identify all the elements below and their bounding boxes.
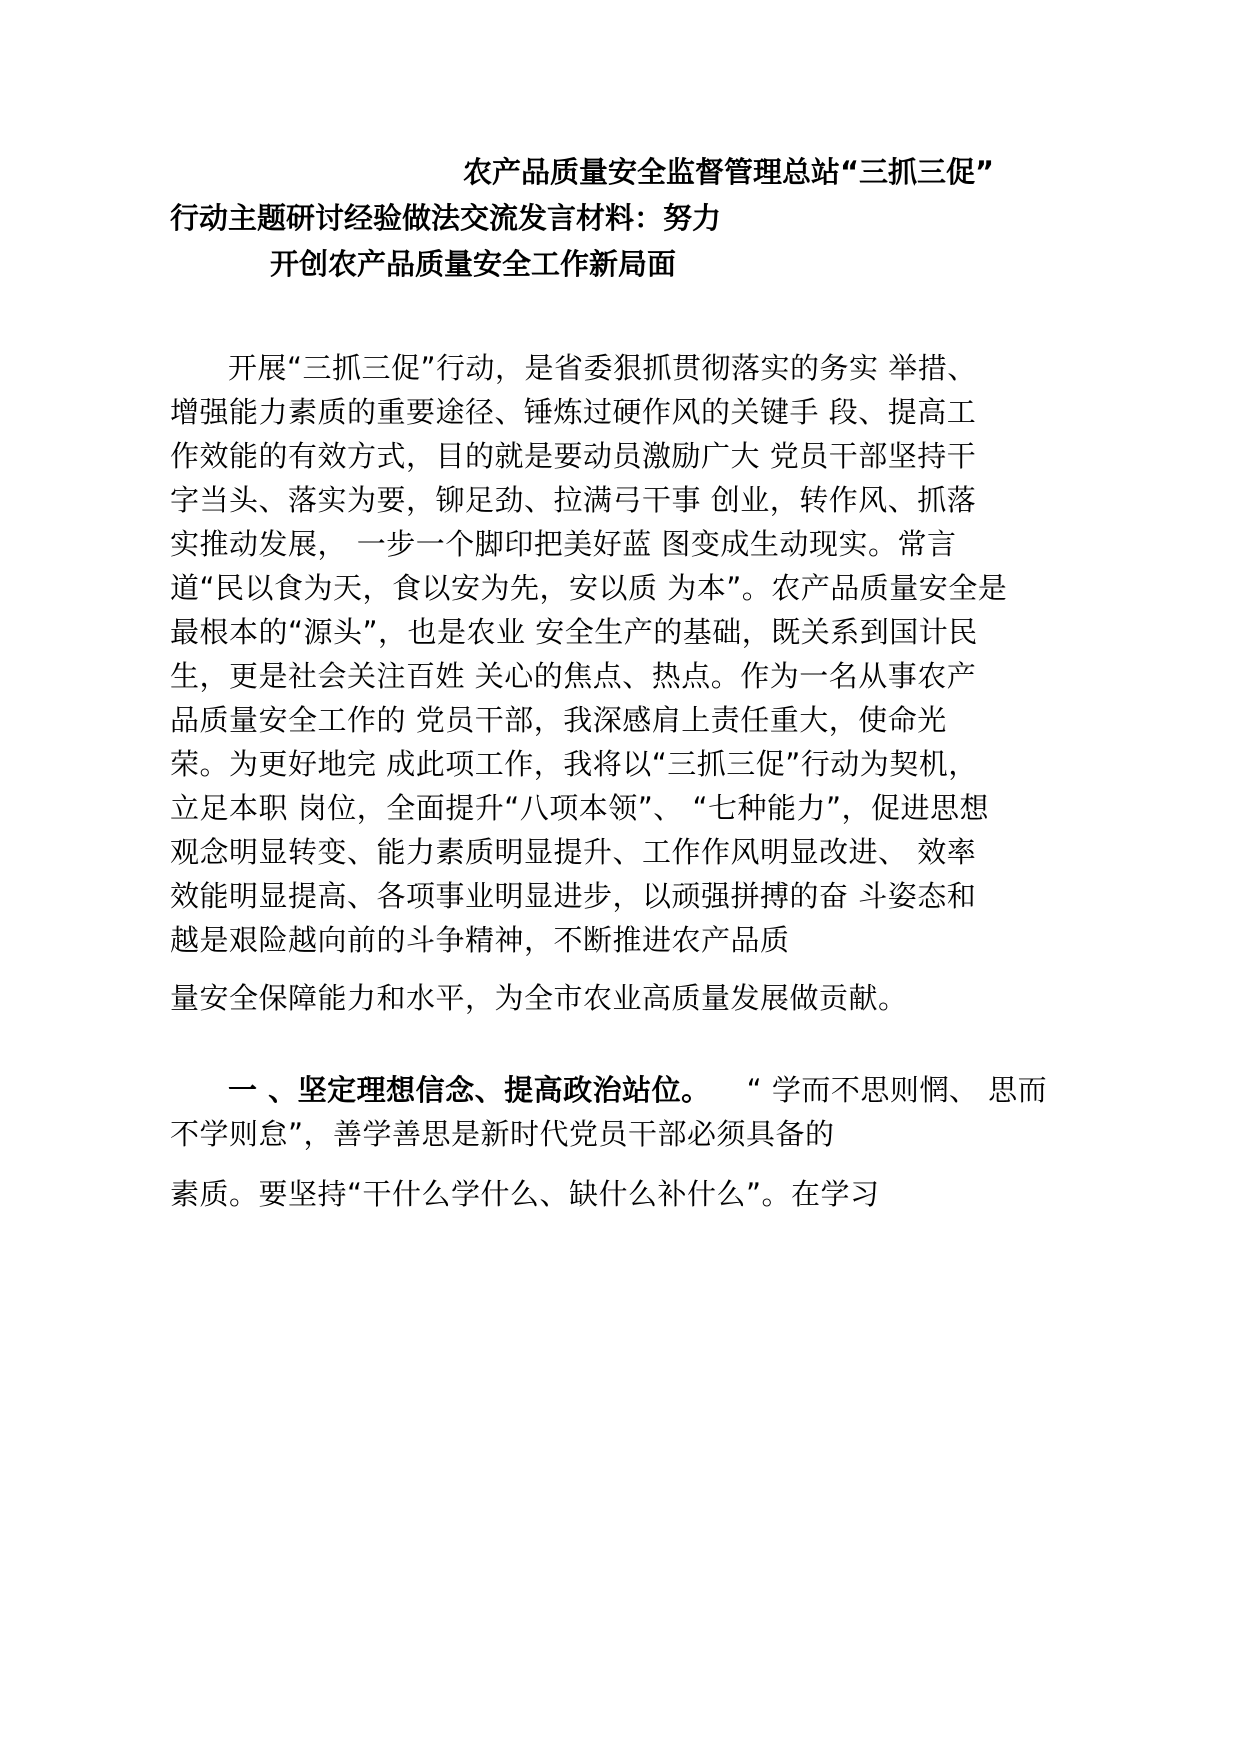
paragraph-line: 素质。要坚持“干什么学什么、缺什么补什么”。在学习: [170, 1177, 880, 1211]
document-title-line-2: 行动主题研讨经验做法交流发言材料：努力: [170, 201, 722, 235]
paragraph-line: 生，更是社会关注百姓 关心的焦点、热点。作为一名从事农产: [170, 659, 977, 693]
section-1-first-line: [228, 1073, 1048, 1107]
paragraph-line: 增强能力素质的重要途径、锤炼过硬作风的关键手 段、提高工: [170, 395, 977, 429]
paragraph-line: 效能明显提高、各项事业明显进步，以顽强拼搏的奋 斗姿态和: [170, 879, 977, 913]
paragraph-line: 作效能的有效方式，目的就是要动员激励广大 党员干部坚持干: [170, 439, 977, 473]
section-1-line1-rest: “ 学而不思则惘、 思而: [746, 1073, 1048, 1107]
paragraph-line: 最根本的“源头”，也是农业 安全生产的基础，既关系到国计民: [170, 615, 978, 649]
document-title-line-1: 农产品质量安全监督管理总站“三抓三促”: [463, 155, 995, 189]
paragraph-line: 荣。为更好地完 成此项工作，我将以“三抓三促”行动为契机，: [170, 747, 978, 781]
paragraph-line: 实推动发展， 一步一个脚印把美好蓝 图变成生动现实。常言: [170, 527, 957, 561]
paragraph-line: 道“民以食为天，食以安为先，安以质 为本”。农产品质量安全是: [170, 571, 1008, 605]
paragraph-line: 开展“三抓三促”行动，是省委狠抓贯彻落实的务实 举措、: [228, 351, 977, 385]
paragraph-line: 量安全保障能力和水平，为全市农业高质量发展做贡献。: [170, 981, 908, 1015]
paragraph-line: 不学则怠”，善学善思是新时代党员干部必须具备的: [170, 1117, 835, 1151]
document-title-line-3: 开创农产品质量安全工作新局面: [270, 247, 677, 281]
paragraph-line: 品质量安全工作的 党员干部，我深感肩上责任重大，使命光: [170, 703, 947, 737]
paragraph-line: 观念明显转变、能力素质明显提升、工作作风明显改进、 效率: [170, 835, 977, 869]
paragraph-line: 越是艰险越向前的斗争精神，不断推进农产品质: [170, 923, 790, 957]
paragraph-line: 字当头、落实为要，铆足劲、拉满弓干事 创业，转作风、抓落: [170, 483, 977, 517]
section-1-heading: 一 、坚定理想信念、提高政治站位。: [228, 1073, 711, 1107]
paragraph-line: 立足本职 岗位，全面提升“八项本领”、 “七种能力”，促进思想: [170, 791, 990, 825]
